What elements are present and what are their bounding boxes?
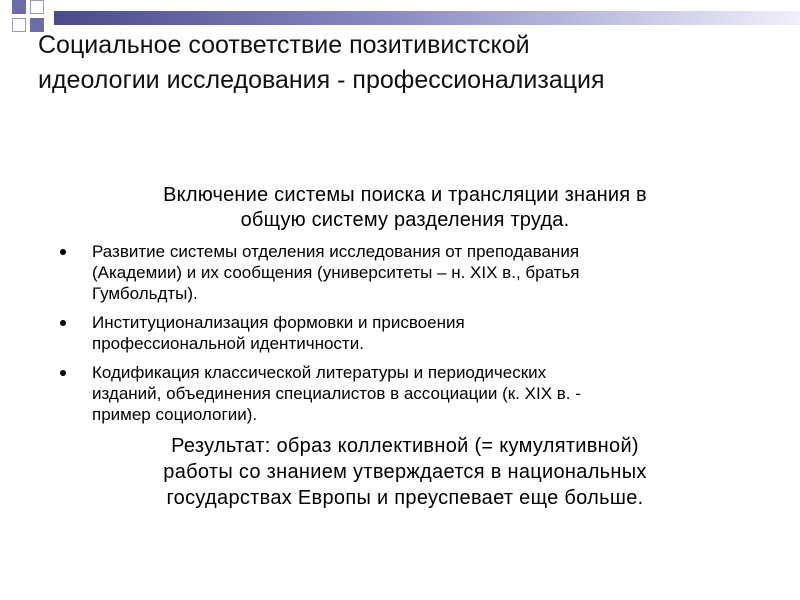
intro-line: Включение системы поиска и трансляции знания в bbox=[163, 184, 647, 206]
bullet-line: Кодификация классической литературы и периодических bbox=[92, 363, 547, 382]
intro-text bbox=[60, 183, 750, 233]
bullet-icon bbox=[60, 249, 66, 255]
bullet-line: пример социологии). bbox=[92, 405, 258, 424]
header-gradient-bar bbox=[54, 11, 800, 25]
bullet-icon bbox=[60, 320, 66, 326]
title-line: Социальное соответствие позитивистской bbox=[38, 31, 530, 59]
result-text bbox=[60, 433, 750, 511]
title-line: идеологии исследования - профессионализация bbox=[38, 66, 605, 94]
bullet-icon bbox=[60, 370, 66, 376]
bullet-item bbox=[60, 312, 750, 354]
slide-body bbox=[60, 183, 750, 531]
bullet-line: (Академии) и их сообщения (университеты – н. XIX в., братья bbox=[92, 263, 580, 282]
result-line: Результат: образ коллективной (= кумулятивной) bbox=[171, 435, 639, 457]
bullet-line: Институционализация формовки и присвоения bbox=[92, 313, 465, 332]
bullet-line: Гумбольдты). bbox=[92, 284, 198, 303]
bullet-item bbox=[60, 241, 750, 304]
slide-title bbox=[38, 28, 778, 98]
intro-line: общую систему разделения труда. bbox=[240, 209, 570, 231]
bullet-line: профессиональной идентичности. bbox=[92, 334, 364, 353]
bullet-line: изданий, объединения специалистов в ассоциации (к. XIX в. - bbox=[92, 384, 581, 403]
deco-square bbox=[12, 18, 26, 32]
result-line: государствах Европы и преуспевает еще больше. bbox=[166, 487, 644, 509]
deco-square bbox=[30, 0, 44, 14]
bullet-item bbox=[60, 362, 750, 425]
result-line: работы со знанием утверждается в национальных bbox=[163, 461, 647, 483]
deco-square bbox=[12, 0, 26, 14]
bullet-line: Развитие системы отделения исследования от преподавания bbox=[92, 242, 580, 261]
bullet-list bbox=[60, 241, 750, 425]
